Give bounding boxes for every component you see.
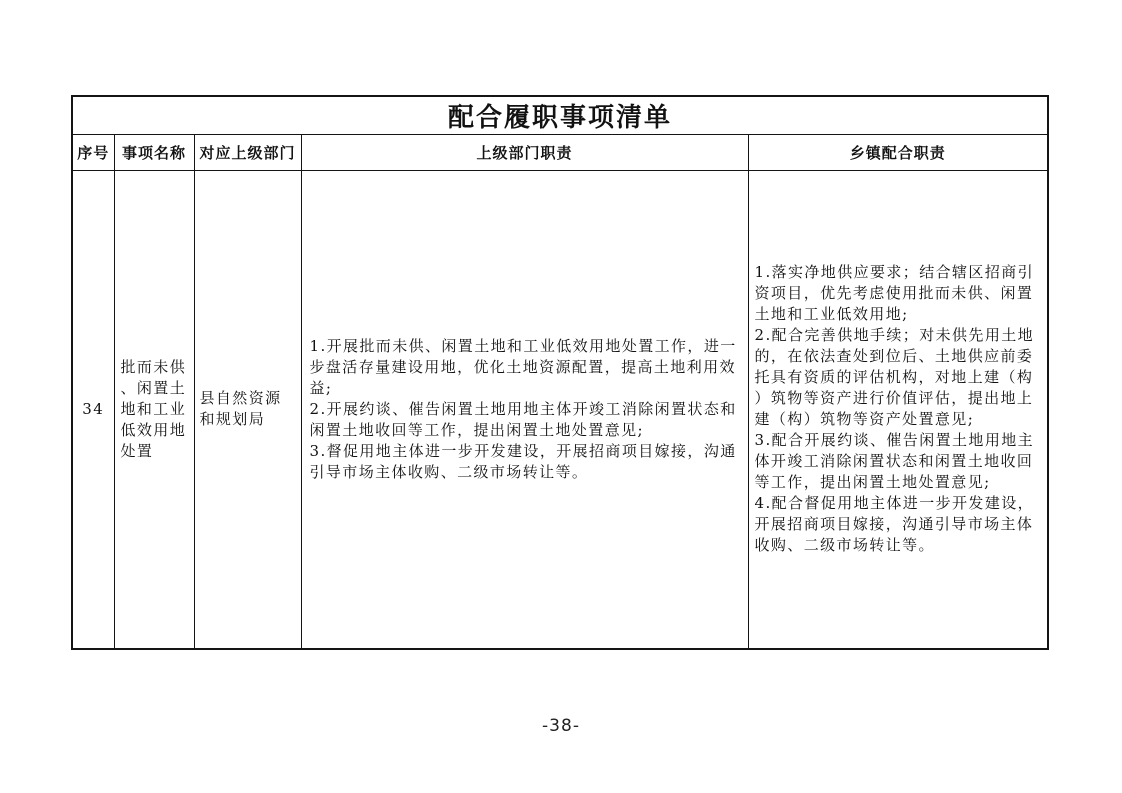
department-cell: 县自然资源和规划局 [194, 171, 301, 649]
township-duty-item: 4.配合督促用地主体进一步开发建设，开展招商项目嫁接，沟通引导市场主体收购、二级市场转让等。 [754, 494, 1035, 555]
page-number: -38- [542, 716, 580, 736]
superior-duty-item: 3.督促用地主体进一步开发建设，开展招商项目嫁接，沟通引导市场主体收购、二级市场转让等。 [309, 441, 737, 481]
township-duty-item: 3.配合开展约谈、催告闲置土地用地主体开竣工消除闲置状态和闲置土地收回等工作，提出闲置土地处置意见; [754, 431, 1035, 492]
superior-duties-cell [301, 171, 748, 649]
table-title-row [72, 96, 1048, 135]
header-superior-duties: 上级部门职责 [301, 135, 748, 171]
table-row [72, 171, 1048, 649]
township-duties-cell [748, 171, 1048, 649]
superior-duty-item: 1.开展批而未供、闲置土地和工业低效用地处置工作，进一步盘活存量建设用地，优化土地资源配置，提高土地利用效益; [309, 336, 737, 397]
header-item-name: 事项名称 [114, 135, 194, 171]
table-header-row [72, 135, 1048, 171]
township-duty-item: 1.落实净地供应要求；结合辖区招商引资项目，优先考虑使用批而未供、闲置土地和工业低效用地; [754, 263, 1035, 324]
header-index: 序号 [72, 135, 114, 171]
superior-duty-item: 2.开展约谈、催告闲置土地用地主体开竣工消除闲置状态和闲置土地收回等工作，提出闲置土地处置意见; [309, 399, 737, 439]
header-department: 对应上级部门 [194, 135, 301, 171]
table-title: 配合履职事项清单 [72, 96, 1048, 135]
row-index-cell: 34 [72, 171, 114, 649]
item-name-cell: 批而未供、闲置土地和工业低效用地处置 [114, 171, 194, 649]
duty-table [71, 95, 1049, 650]
township-duty-item: 2.配合完善供地手续；对未供先用土地的，在依法查处到位后、土地供应前委托具有资质的评估机构，对地上建（构）筑物等资产进行价值评估，提出地上建（构）筑物等资产处置意见; [754, 326, 1035, 429]
header-township-duties: 乡镇配合职责 [748, 135, 1048, 171]
